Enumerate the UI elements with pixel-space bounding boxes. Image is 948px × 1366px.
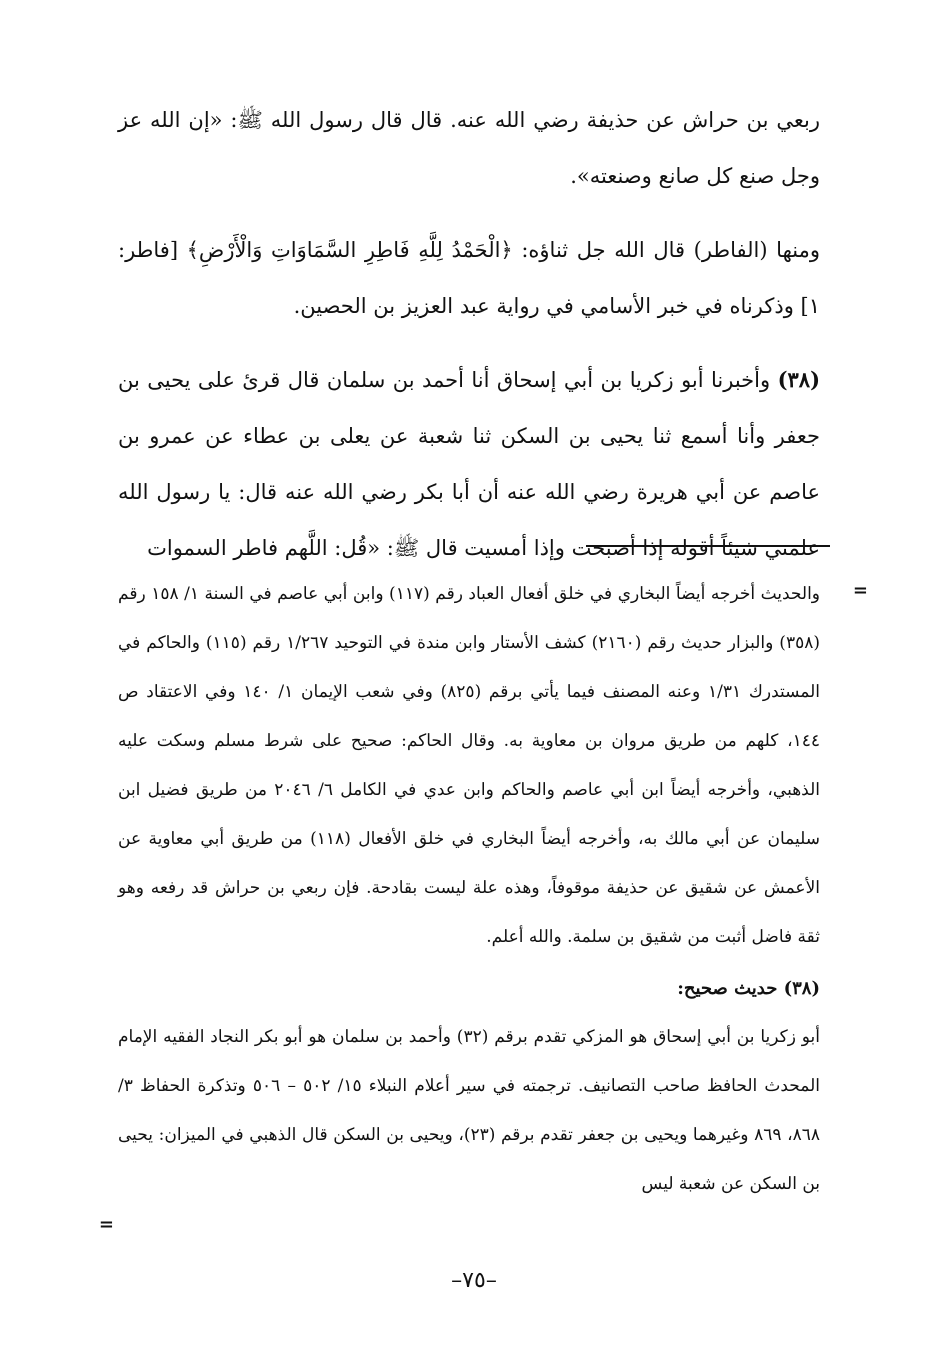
footnote-previous-hadith: والحديث أخرجه أيضاً البخاري في خلق أفعال العباد رقم (١١٧) وابن أبي عاصم في السنة ١/ ١٥٨ رقم (٣٥٨) والبزار حديث رقم (٢١٦٠) كشف الأستار وابن مندة في التوحيد ١/٢٦٧ رقم (١١٥) والحاكم في المستدرك ١/٣١ وعنه المصنف فيما يأتي برقم (٨٢٥) وفي شعب الإيمان ١/ ١٤٠ وفي الاعتقاد ص ١٤٤، كلهم من طريق مروان بن معاوية به. وقال الحاكم: صحيح على شرط مسلم وسكت عليه الذهبي، وأخرجه أيضاً ابن أبي عاصم والحاكم وابن عدي في الكامل ٦/ ٢٠٤٦ من طريق فضيل ابن سليمان عن أبي مالك به، وأخرجه أيضاً البخاري في خلق الأفعال (١١٨) من طريق أبي معاوية عن الأعمش عن شقيق عن حذيفة موقوفاً، وهذه علة ليست بقادحة. فإن ربعي بن حراش قد رفعه وهو ثقة فاضل أثبت من شقيق بن سلمة. والله أعلم. (118, 584, 821, 947)
hadith-38-text: وأخبرنا أبو زكريا بن أبي إسحاق أنا أحمد بن سلمان قال قرئ على يحيى بن جعفر وأنا أسمع ثنا يحيى بن السكن ثنا شعبة عن يعلى بن عطاء عن عمرو بن عاصم عن أبي هريرة رضي الله عنه أن أبا بكر رضي الله عنه قال: يا رسول الله علمني شيئاً أقوله إذا أصبحت وإذا أمسيت قال ﷺ: «قُل: اللَّهم فاطر السموات (118, 368, 820, 560)
footnotes-block (118, 570, 820, 1209)
main-text-block (118, 92, 820, 576)
footnote-continuation-mark: = (852, 580, 868, 601)
paragraph-al-fatir: ومنها (الفاطر) قال الله جل ثناؤه: ﴿الْحَمْدُ لِلَّهِ فَاطِرِ السَّمَاوَاتِ وَالْأَرْضِ﴾ [فاطر: ١] وذكرناه في خبر الأسامي في رواية عبد العزيز بن الحصين. (118, 238, 820, 318)
hadith-number: (٣٨) (777, 367, 820, 392)
footnote-hadith-38: أبو زكريا بن أبي إسحاق هو المزكي تقدم برقم (٣٢) وأحمد بن سلمان هو أبو بكر النجاد الفقيه الإمام المحدث الحافظ صاحب التصانيف. ترجمته في سير أعلام النبلاء ١٥/ ٥٠٢ – ٥٠٦ وتذكرة الحفاظ ٣/ ٨٦٨، ٨٦٩ وغيرهما ويحيى بن جعفر تقدم برقم (٢٣)، ويحيى بن السكن قال الذهبي في الميزان: يحيى بن السكن عن شعبة ليس (118, 1027, 821, 1194)
footnote-continuation-mark-end: = (98, 1214, 114, 1235)
footnote-separator (586, 545, 830, 547)
paragraph-hadith-38 (118, 352, 820, 576)
paragraph-hadith-continuation: ربعي بن حراش عن حذيفة رضي الله عنه. قال قال رسول الله ﷺ: «إن الله عز وجل صنع كل صانع وصنعته». (118, 108, 820, 188)
footnote-heading-38: (٣٨) حديث صحيح: (677, 978, 820, 999)
page-number: –٧٥– (451, 1268, 497, 1293)
